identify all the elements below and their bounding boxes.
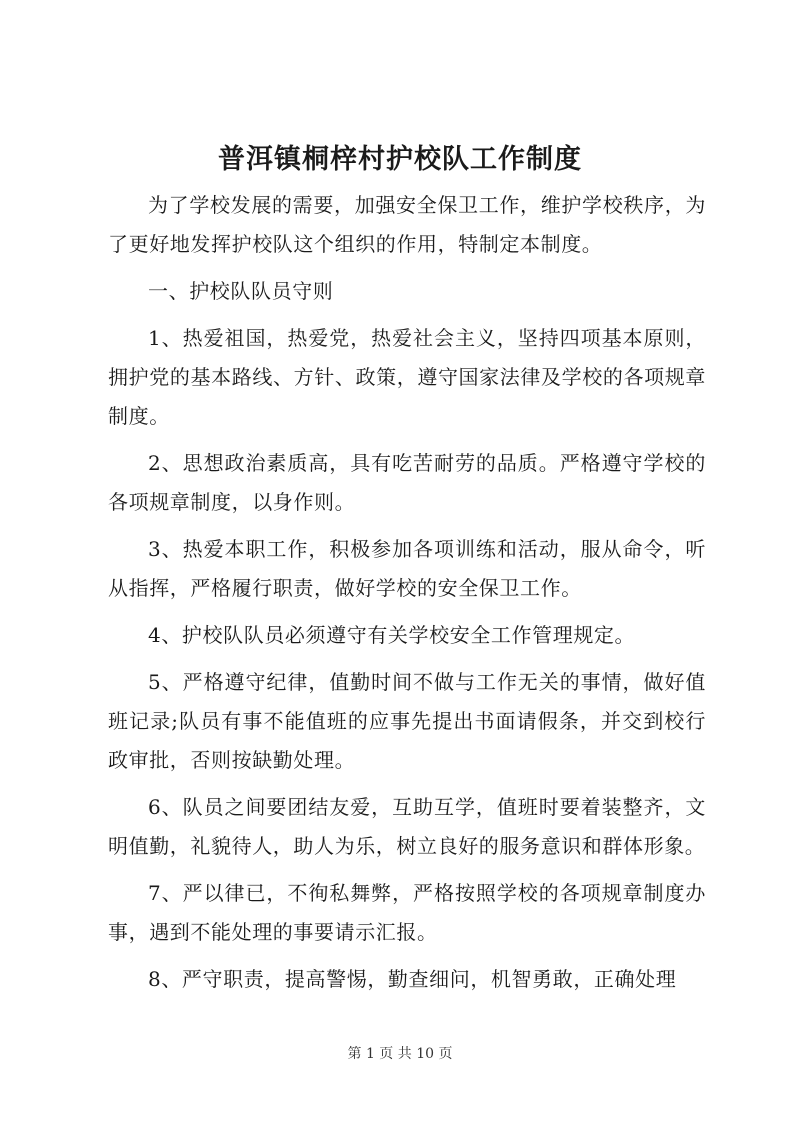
paragraph-rule-6: 6、队员之间要团结友爱，互助互学，值班时要着装整齐，文明值勤，礼貌待人，助人为乐，树立良好的服务意识和群体形象。 bbox=[108, 795, 706, 858]
section-heading-rules: 一、护校队队员守则 bbox=[148, 279, 334, 303]
paragraph-rule-2: 2、思想政治素质高，具有吃苦耐劳的品质。严格遵守学校的各项规章制度，以身作则。 bbox=[108, 451, 706, 514]
paragraph-rule-7: 7、严以律已，不徇私舞弊，严格按照学校的各项规章制度办事，遇到不能处理的事要请示汇报。 bbox=[108, 881, 706, 944]
document-title: 普洱镇桐梓村护校队工作制度 bbox=[218, 144, 582, 175]
page-footer: 第 1 页 共 10 页 bbox=[347, 1046, 453, 1062]
paragraph-rule-3: 3、热爱本职工作，积极参加各项训练和活动，服从命令，听从指挥，严格履行职责，做好学校的安全保卫工作。 bbox=[108, 537, 706, 600]
paragraph-intro: 为了学校发展的需要，加强安全保卫工作，维护学校秩序，为了更好地发挥护校队这个组织的作用，特制定本制度。 bbox=[108, 193, 706, 256]
document-body bbox=[108, 186, 706, 1007]
paragraph-rule-1: 1、热爱祖国，热爱党，热爱社会主义，坚持四项基本原则，拥护党的基本路线、方针、政策，遵守国家法律及学校的各项规章制度。 bbox=[108, 326, 706, 428]
paragraph-rule-4: 4、护校队队员必须遵守有关学校安全工作管理规定。 bbox=[148, 623, 636, 647]
paragraph-rule-8: 8、严守职责，提高警惕，勤查细问，机智勇敢，正确处理 bbox=[148, 967, 677, 991]
paragraph-rule-5: 5、严格遵守纪律，值勤时间不做与工作无关的事情，做好值班记录;队员有事不能值班的应事先提出书面请假条，并交到校行政审批，否则按缺勤处理。 bbox=[108, 670, 706, 772]
